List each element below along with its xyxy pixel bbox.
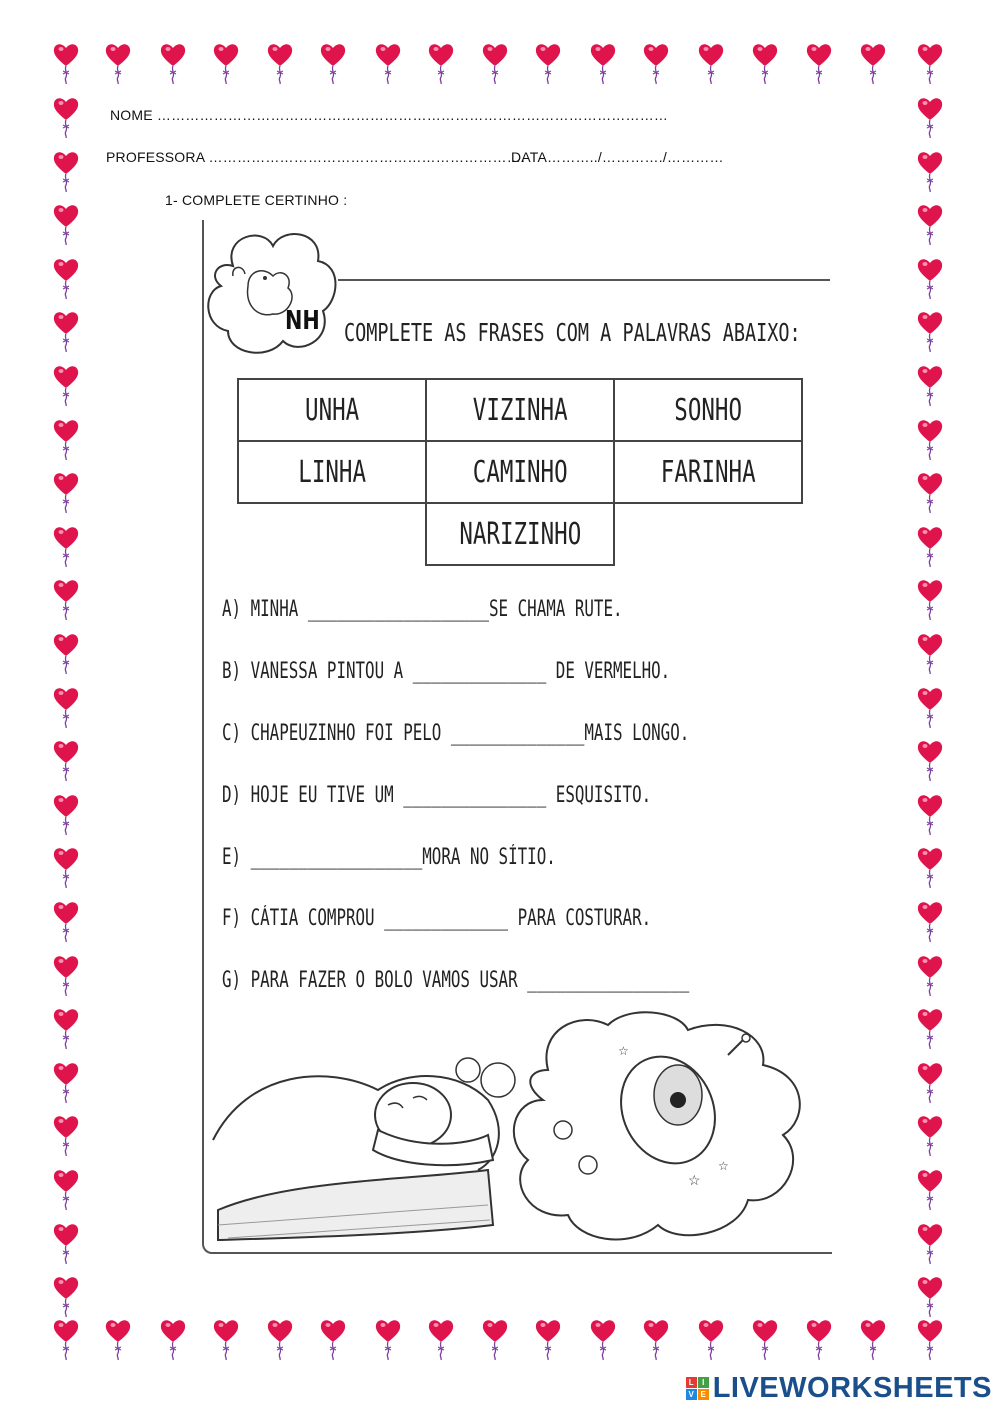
word-cell: UNHA — [238, 379, 426, 441]
svg-text:☆: ☆ — [718, 1159, 729, 1173]
heart-balloon-icon — [105, 1318, 131, 1360]
date-field: DATA………../…………./………… — [511, 149, 724, 165]
heart-balloon-icon — [917, 793, 943, 835]
heart-balloon-icon — [917, 1007, 943, 1049]
sleeping-child-dream-illustration — [208, 1010, 828, 1250]
logo-mark-icon: L I V E — [686, 1377, 709, 1400]
heart-balloon-icon — [643, 1318, 669, 1360]
heart-balloon-icon — [53, 418, 79, 460]
question-title: 1- COMPLETE CERTINHO : — [165, 192, 348, 208]
heart-balloon-icon — [53, 846, 79, 888]
word-cell: FARINHA — [614, 441, 802, 503]
heart-balloon-icon — [590, 1318, 616, 1360]
heart-balloon-icon — [860, 42, 886, 84]
heart-balloon-icon — [320, 1318, 346, 1360]
heart-balloon-icon — [806, 1318, 832, 1360]
heart-balloon-icon — [917, 471, 943, 513]
worksheet-instruction: COMPLETE AS FRASES COM A PALAVRAS ABAIXO: — [344, 318, 801, 347]
heart-balloon-icon — [917, 525, 943, 567]
heart-balloon-icon — [53, 471, 79, 513]
heart-balloon-icon — [53, 1318, 79, 1360]
svg-text:☆: ☆ — [688, 1172, 701, 1188]
heart-balloon-icon — [53, 150, 79, 192]
heart-balloon-icon — [53, 364, 79, 406]
heart-balloon-icon — [375, 42, 401, 84]
heart-balloon-icon — [698, 42, 724, 84]
liveworksheets-logo — [686, 1372, 992, 1405]
table-row — [238, 441, 802, 503]
heart-balloon-icon — [53, 632, 79, 674]
heart-balloon-icon — [53, 686, 79, 728]
heart-balloon-icon — [53, 525, 79, 567]
heart-balloon-icon — [53, 1168, 79, 1210]
heart-balloon-icon — [917, 1318, 943, 1360]
heart-balloon-icon — [482, 42, 508, 84]
heart-balloon-icon — [375, 1318, 401, 1360]
sentence-c: C) CHAPEUZINHO FOI PELO ______________MAIS LONGO. — [222, 721, 690, 746]
word-cell: VIZINHA — [426, 379, 614, 441]
heart-balloon-icon — [213, 1318, 239, 1360]
heart-balloon-icon — [917, 578, 943, 620]
word-cell: SONHO — [614, 379, 802, 441]
heart-balloon-icon — [917, 364, 943, 406]
heart-balloon-icon — [917, 739, 943, 781]
heart-balloon-icon — [917, 96, 943, 138]
teacher-field: PROFESSORA …………………………………………………………. — [106, 149, 526, 165]
heart-balloon-icon — [53, 1061, 79, 1103]
heart-balloon-icon — [917, 686, 943, 728]
heart-balloon-icon — [917, 632, 943, 674]
sentence-g: G) PARA FAZER O BOLO VAMOS USAR _________________ — [222, 968, 690, 993]
heart-balloon-icon — [105, 42, 131, 84]
heart-balloon-icon — [917, 954, 943, 996]
heart-balloon-icon — [590, 42, 616, 84]
heart-balloon-icon — [53, 793, 79, 835]
heart-balloon-icon — [917, 150, 943, 192]
heart-balloon-icon — [917, 418, 943, 460]
heart-balloon-icon — [53, 900, 79, 942]
heart-balloon-icon — [917, 1061, 943, 1103]
heart-balloon-icon — [917, 1168, 943, 1210]
heart-balloon-icon — [917, 1222, 943, 1264]
heart-balloon-icon — [643, 42, 669, 84]
heart-balloon-icon — [860, 1318, 886, 1360]
heart-balloon-icon — [917, 42, 943, 84]
hen-cloud-icon — [203, 226, 339, 358]
heart-balloon-icon — [535, 42, 561, 84]
svg-text:☆: ☆ — [618, 1044, 629, 1058]
heart-balloon-icon — [53, 310, 79, 352]
sentence-d: D) HOJE EU TIVE UM _______________ ESQUISITO. — [222, 783, 652, 808]
heart-balloon-icon — [267, 42, 293, 84]
heart-balloon-icon — [917, 203, 943, 245]
heart-balloon-icon — [53, 96, 79, 138]
nh-badge: NH — [285, 306, 320, 336]
heart-balloon-icon — [917, 1275, 943, 1317]
sentence-a: A) MINHA ___________________SE CHAMA RUTE. — [222, 597, 623, 622]
heart-balloon-icon — [160, 42, 186, 84]
heart-balloon-icon — [917, 900, 943, 942]
heart-balloon-icon — [482, 1318, 508, 1360]
table-row — [238, 379, 802, 441]
heart-balloon-icon — [698, 1318, 724, 1360]
heart-balloon-icon — [53, 1275, 79, 1317]
heart-balloon-icon — [53, 739, 79, 781]
heart-balloon-icon — [917, 1114, 943, 1156]
heart-balloon-icon — [160, 1318, 186, 1360]
heart-balloon-icon — [917, 846, 943, 888]
name-field: NOME ……………………………………………………………………………………………… — [110, 107, 669, 123]
heart-balloon-icon — [535, 1318, 561, 1360]
heart-balloon-icon — [53, 203, 79, 245]
table-row — [238, 503, 802, 565]
heart-balloon-icon — [53, 1114, 79, 1156]
word-cell: LINHA — [238, 441, 426, 503]
heart-balloon-icon — [53, 578, 79, 620]
heart-balloon-icon — [428, 1318, 454, 1360]
heart-balloon-icon — [752, 42, 778, 84]
word-cell: NARIZINHO — [426, 503, 614, 565]
heart-balloon-icon — [917, 310, 943, 352]
heart-balloon-icon — [53, 1222, 79, 1264]
heart-balloon-icon — [806, 42, 832, 84]
heart-balloon-icon — [428, 42, 454, 84]
heart-balloon-icon — [320, 42, 346, 84]
word-bank-table — [237, 378, 803, 566]
empty-cell — [614, 503, 802, 565]
heart-balloon-icon — [752, 1318, 778, 1360]
heart-balloon-icon — [213, 42, 239, 84]
sentence-f: F) CÁTIA COMPROU _____________ PARA COSTURAR. — [222, 906, 652, 931]
sentence-e: E) __________________MORA NO SÍTIO. — [222, 845, 556, 870]
word-cell: CAMINHO — [426, 441, 614, 503]
empty-cell — [238, 503, 426, 565]
heart-balloon-icon — [53, 42, 79, 84]
heart-balloon-icon — [917, 257, 943, 299]
heart-balloon-icon — [267, 1318, 293, 1360]
heart-balloon-icon — [53, 954, 79, 996]
worksheet-top-border — [338, 279, 830, 281]
logo-text: LIVEWORKSHEETS — [712, 1372, 992, 1404]
sentence-b: B) VANESSA PINTOU A ______________ DE VERMELHO. — [222, 659, 671, 684]
heart-balloon-icon — [53, 257, 79, 299]
heart-balloon-icon — [53, 1007, 79, 1049]
